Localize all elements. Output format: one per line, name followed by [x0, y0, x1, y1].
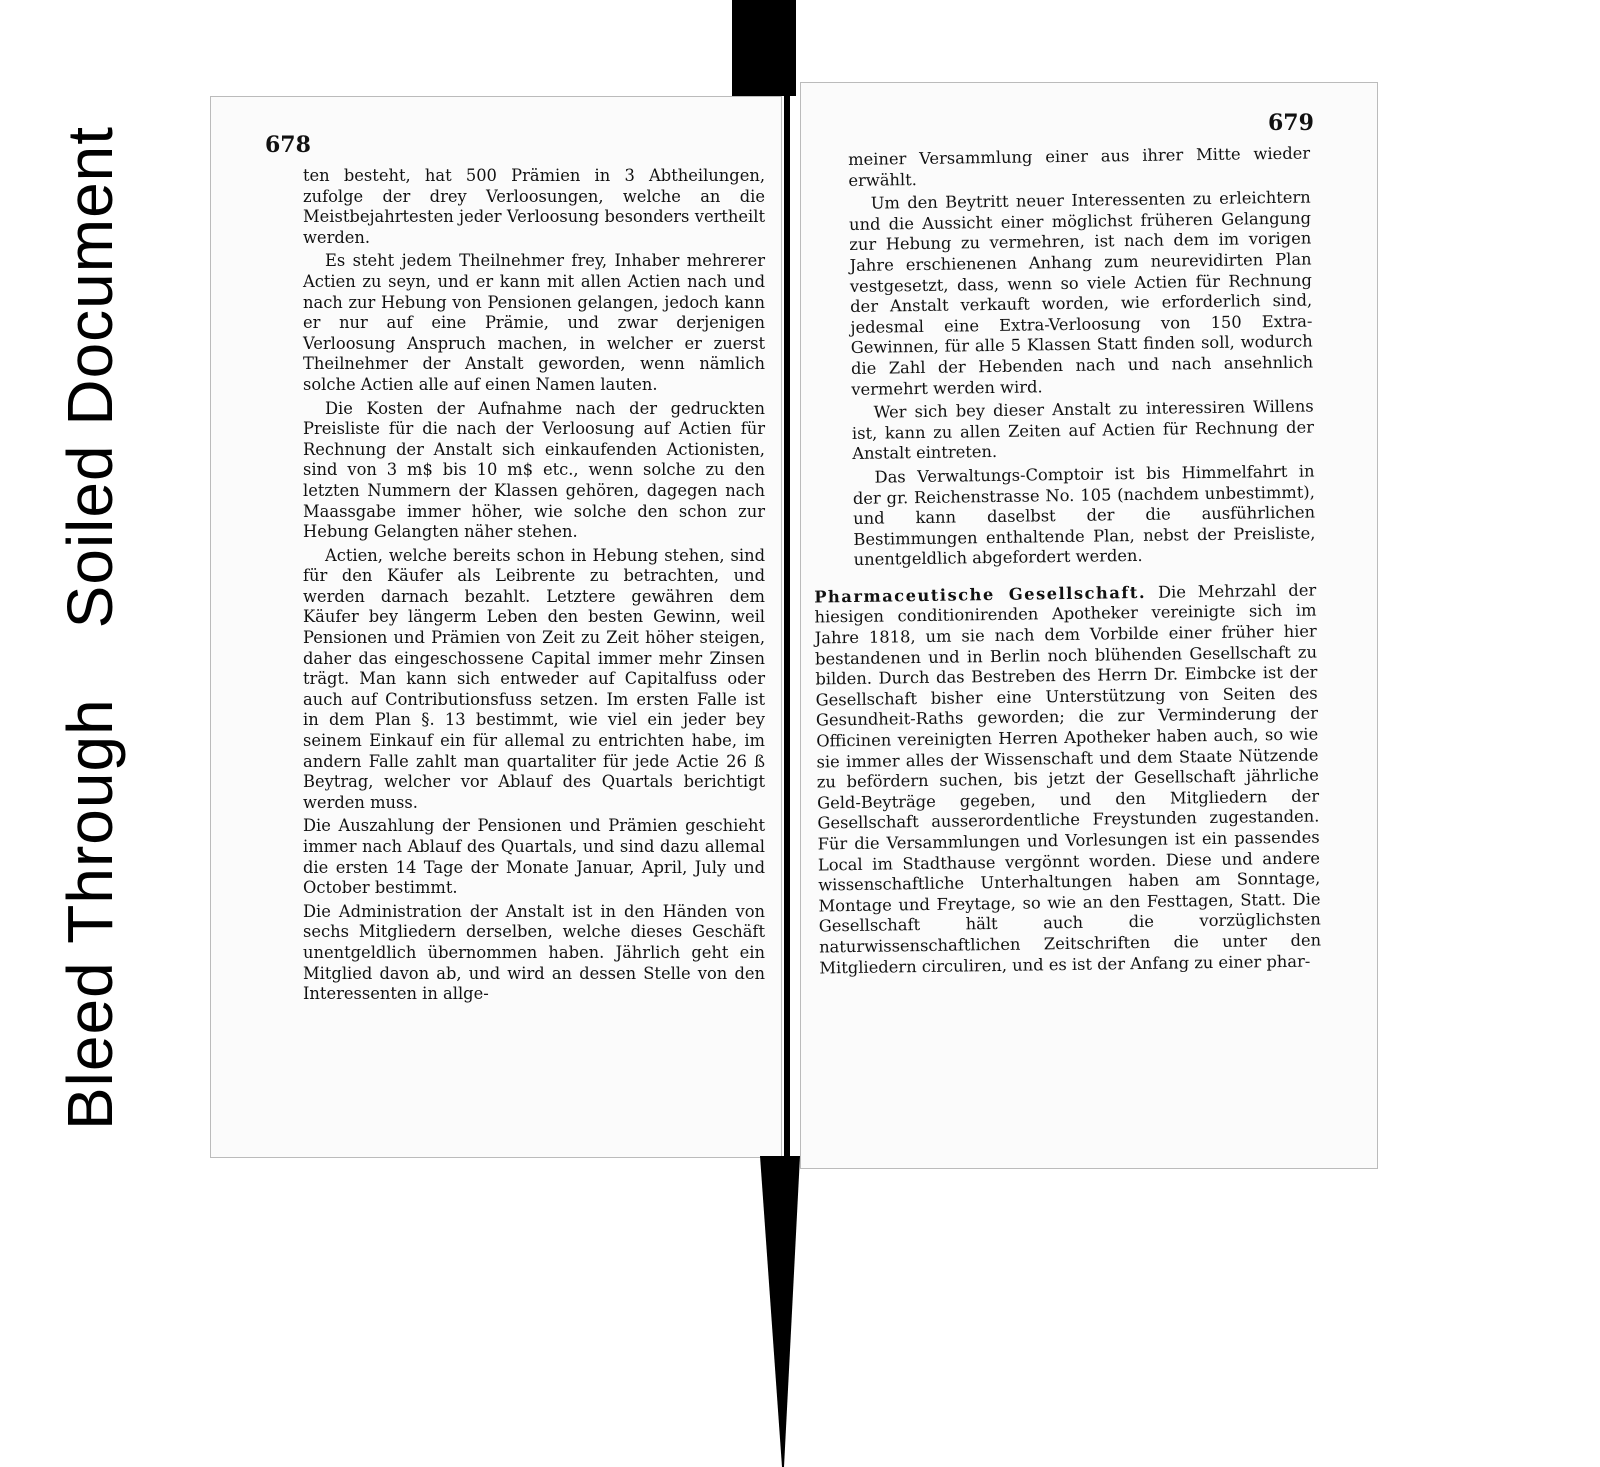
right-paragraph-1: meiner Versammlung einer aus ihrer Mitte wieder erwählt. [848, 143, 1311, 190]
right-paragraph-2: Um den Beytritt neuer Interessenten zu erleichtern und die Aussicht einer möglichst früheren Gelangung zur Hebung zu vermehren, ist nach dem im vorigen Jahre erschienenen Anhang zum neurevidirten Plan vestgesetzt, dass, wenn so viele Actien für Rechnung der Anstalt verkauft worden, wie erforderlich sind, jedesmal eine Extra-Verloosung von 150 Extra-Gewinnen, für alle 5 Klassen Statt finden soll, wodurch die Zahl der Hebenden nach und nach ansehnlich vermehrt werden wird. [848, 187, 1314, 399]
side-label-bleed-through: Bleed Through [54, 698, 126, 1130]
pharmaceutische-section [814, 580, 1321, 978]
left-paragraph-1: ten besteht, hat 500 Prämien in 3 Abtheilungen, zufolge der drey Verloosungen, welche an die Meistbejahrtesten jeder Verloosung besonders vertheilt werden. [303, 166, 765, 247]
left-paragraph-3: Die Kosten der Aufnahme nach der gedruckten Preisliste für die nach der Verloosung auf Actien für Rechnung der Anstalt sich einkaufenden Actionisten, sind von 3 m$ bis 10 m$ etc., wenn solche zu den letzten Nummern der Klassen gehören, dagegen nach Maassgabe immer höher, wie solche den schon zur Hebung Gelangten näher stehen. [303, 398, 765, 542]
right-page-text [814, 143, 1322, 982]
left-paragraph-6: Die Administration der Anstalt ist in den Händen von sechs Mitgliedern derselben, welche dieses Geschäft unentgeldlich übernommen haben. Jährlich geht ein Mitglied davon ab, und wird an dessen Stelle von den Interessenten in allge- [303, 901, 765, 1004]
right-paragraph-3: Wer sich bey dieser Anstalt zu interessiren Willens ist, kann zu allen Zeiten auf Actien für Rechnung der Anstalt eintreten. [851, 396, 1315, 464]
right-paragraph-4: Das Verwaltungs-Comptoir ist bis Himmelfahrt in der gr. Reichenstrasse No. 105 (nachdem unbestimmt), und kann daselbst der die ausführlichen Bestimmungen enthaltende Plan, nebst der Preisliste, unentgeldlich abgefordert werden. [852, 461, 1316, 570]
left-paragraph-5: Die Auszahlung der Pensionen und Prämien geschieht immer nach Ablauf des Quartals, und sind dazu allemal die ersten 14 Tage der Monate Januar, April, July und October bestimmt. [303, 816, 765, 898]
left-page-text [303, 166, 765, 1008]
gutter-shadow-top [732, 0, 796, 96]
right-page-number: 679 [1268, 110, 1314, 136]
side-label [40, 90, 140, 1130]
left-page-number: 678 [265, 132, 311, 158]
section-text: Die Mehrzahl der hiesigen conditionirenden Apotheker vereinigte sich im Jahre 1818, um sie nach dem Vorbilde einer früher hier bestandenen und in Berlin noch blühenden Gesellschaft zu bilden. Durch das Bestreben des Herrn Dr. Eimbcke ist der Gesellschaft bisher eine Unterstützung von Seiten des Gesundheit-Raths geworden; die zur Verminderung der Officinen vereinigten Herren Apotheker haben auch, so wie sie immer alles der Wissenschaft und dem Staate Nützende zu befördern suchen, bis jetzt der Gesellschaft jährliche Geld-Beyträge gegeben, und den Mitgliedern der Gesellschaft ausserordentliche Freystunden zugestanden. Für die Versammlungen und Vorlesungen ist ein passendes Local im Stadthause vergönnt worden. Diese und andere wissenschaftliche Unterhaltungen haben am Sonntage, Montage und Freytage, so wie an den Festtagen, Statt. Die Gesellschaft hält auch die vorzüglichsten naturwissenschaftlichen Zeitschriften die unter den Mitgliedern circuliren, und es ist der Anfang zu einer phar- [814, 580, 1322, 978]
section-heading: Pharmaceutische Gesellschaft. [814, 582, 1147, 607]
left-paragraph-2: Es steht jedem Theilnehmer frey, Inhaber mehrerer Actien zu seyn, und er kann mit allen Actien nach und nach zur Hebung von Pensionen gelangen, jedoch kann er nur auf eine Prämie, und zwar derjenigen Verloosung Anspruch machen, in welcher er zuerst Theilnehmer der Anstalt geworden, wenn nämlich solche Actien alle auf einen Namen lauten. [303, 251, 765, 394]
gutter-line [784, 96, 790, 1156]
left-paragraph-4: Actien, welche bereits schon in Hebung stehen, sind für den Käufer als Leibrente zu betrachten, und werden darnach bezahlt. Letztere gewähren dem Käufer bey längerm Leben den besten Gewinn, weil Pensionen und Prämien von Zeit zu Zeit höher steigen, daher das eingeschossene Capital immer mehr Zinsen trägt. Man kann sich entweder auf Capitalfuss oder auch auf Contributionsfuss setzen. Im ersten Falle ist in dem Plan §. 13 bestimmt, wie viel ein jeder bey seinem Einkauf ein für allemal zu entrichten habe, im andern Falle zahlt man quartaliter für jede Actie 26 ß Beytrag, welcher vor Ablauf des Quartals berichtigt werden muss. [303, 545, 765, 812]
side-label-soiled-document: Soiled Document [54, 125, 126, 629]
